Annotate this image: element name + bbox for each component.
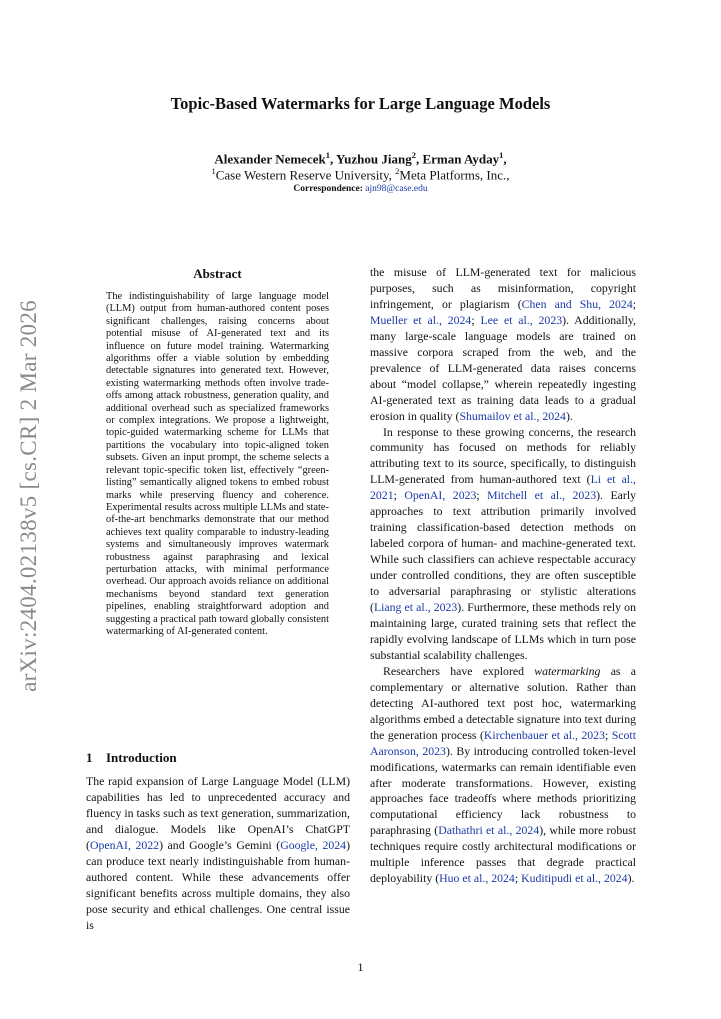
affiliations (0, 166, 721, 183)
citation-link[interactable]: Chen and Shu, 2024 (521, 296, 633, 311)
affil-mark: 2 (395, 166, 400, 176)
text-run: ; (393, 488, 405, 503)
citation-link[interactable]: OpenAI, 2023 (404, 488, 477, 503)
emphasis-text: watermarking (534, 663, 601, 678)
correspondence-label: Correspondence: (293, 184, 363, 194)
intro-paragraph (86, 774, 350, 934)
author-name: Erman Ayday (422, 151, 500, 167)
page-number: 1 (357, 960, 364, 974)
text-run: ). Early approaches to text attribution primarily involved training classification-based detection methods on labeled corpora of human- and machine-generated text. While such classifiers can achieve respectable accuracy under controlled conditions, they are often susceptible to adversarial paraphrasing or stylistic alterations ( (370, 488, 636, 615)
author-list: Alexander Nemecek$^1$, Yuzhou Jiang$^2$, Erman Ayday$^1$, (214, 150, 507, 167)
affil-text: Meta Platforms, Inc., (399, 167, 510, 183)
body-paragraph (370, 265, 636, 425)
text-run: ; (632, 296, 636, 311)
body-paragraph (370, 664, 636, 887)
citation-link[interactable]: Kuditipudi et al., 2024 (521, 871, 628, 886)
text-run: ). Furthermore, these methods rely on maintaining large, curated training sets that reflect the rapidly evolving landscape of LLMs which in turn pose substantial scalability challenges. (370, 600, 636, 662)
citation-link[interactable]: Li et al., 2021 (370, 472, 636, 503)
text-run: ). (565, 408, 573, 423)
text-run: In response to these growing concerns, the research community has focused on methods for reliably attributing text to its source, specifically, to distinguish LLM-generated from human-authored text ( (370, 424, 636, 487)
affil-mark: 1 (211, 166, 216, 176)
text-run: ; (604, 727, 612, 742)
text-run: ). (627, 871, 635, 886)
citation-link[interactable]: Mitchell et al., 2023 (487, 488, 597, 503)
affil-text: Case Western Reserve University, (215, 167, 396, 183)
text-run: Researchers have explored (383, 663, 535, 678)
citation-link[interactable]: Shumailov et al., 2024 (459, 408, 566, 423)
arxiv-stamp (16, 301, 42, 691)
author-affil-mark: 1 (325, 150, 330, 160)
text-run: ; (514, 871, 522, 886)
abstract-heading: Abstract (193, 266, 242, 281)
citation-link[interactable]: Lee et al., 2023 (480, 312, 563, 327)
text-run: the misuse of LLM-generated text for malicious purposes, such as misinformation, copyright infringement, or plagiarism ( (370, 265, 636, 311)
text-run: ). By introducing controlled token-level modifications, watermarks can remain identifiable even after moderate transformations. However, existing approaches face tradeoffs where methods prioritizing computational efficiency lack robustness to paraphrasing ( (370, 743, 636, 838)
section-heading-introduction (86, 750, 349, 766)
author-name: Yuzhou Jiang (335, 151, 412, 167)
author-affil-mark: 1 (499, 150, 504, 160)
text-run: The rapid expansion of Large Language Model (LLM) capabilities has led to unprecedented accuracy and fluency in tasks such as text generation, summarization, and dialogue. Models like OpenAI’s ChatGPT ( (86, 774, 350, 852)
citation-link[interactable]: Dathathri et al., 2024 (438, 823, 540, 838)
citation-link[interactable]: Google, 2024 (280, 837, 347, 852)
body-paragraph (370, 425, 636, 664)
text-run: as a complementary or alternative solution. Rather than detecting AI-authored text post hoc, watermarking algorithms embed a detectable signature into text during the generation process ( (370, 663, 636, 742)
citation-link[interactable]: OpenAI, 2022 (89, 837, 160, 852)
section-number: 1 (86, 750, 93, 765)
text-run: ; (476, 488, 488, 503)
citation-link[interactable]: Mueller et al., 2024 (370, 312, 472, 327)
correspondence (0, 184, 721, 194)
text-run: ; (471, 312, 481, 327)
citation-link[interactable]: Liang et al., 2023 (373, 600, 458, 615)
text-run: ) can produce text nearly indistinguishable from human-authored content. While these advancements offer significant benefits across multiple domains, they also pose security and ethical challenges. One central issue is (86, 837, 350, 932)
citation-link[interactable]: Kirchenbauer et al., 2023 (483, 727, 605, 742)
arxiv-stamp-text: arXiv:2404.02138v5 [cs.CR] 2 Mar 2026 (16, 300, 41, 692)
text-run: ), while more robust techniques require costly architectural modifications or multiple inference passes that degrade practical deployability ( (370, 823, 636, 886)
abstract-body: The indistinguishability of large language model (LLM) output from human-authored content poses significant challenges, raising concerns about potential misuse of AI-generated text and its influence on future model training. Watermarking algorithms offer a viable solution by embedding detectable signatures into generated text. However, existing watermarking methods often involve trade-offs among attack robustness, generation quality, and additional overhead such as specialized frameworks or complex integrations. We propose a lightweight, topic-guided watermarking scheme for LLMs that partitions the vocabulary into topic-aligned token subsets. Given an input prompt, the scheme selects a relevant topic-specific token list, effectively “green-listing” semantically aligned tokens to embed robust marks while preserving fluency and coherence. Experimental results across multiple LLMs and state-of-the-art benchmarks demonstrate that our method achieves text quality comparable to industry-leading systems and simultaneously improves watermark robustness against paraphrasing and lexical perturbation attacks, with minimal performance overhead. Our approach avoids reliance on additional mechanisms beyond standard text generation pipelines, enabling straightforward adoption and suggesting a practical path toward globally consistent watermarking of AI-generated content. (106, 291, 329, 637)
text-run: ) and Google’s Gemini ( (159, 837, 281, 852)
text-run: ). Additionally, many large-scale language models are trained on massive corpora scraped from the web, and the prevalence of LLM-generated data raises concerns about “model collapse,” wherein repeatedly ingesting AI-generated text as training data leads to a gradual erosion in quality ( (370, 312, 636, 423)
author-affil-mark: 2 (411, 150, 416, 160)
section-title: Introduction (106, 750, 177, 765)
citation-link[interactable]: Huo et al., 2024 (439, 871, 515, 886)
right-column (370, 265, 636, 887)
paper-title: Topic-Based Watermarks for Large Language Models (170, 94, 551, 113)
author-name: Alexander Nemecek (214, 151, 326, 167)
citation-link[interactable]: Scott Aaronson, 2023 (370, 727, 636, 758)
correspondence-email-link[interactable]: ajn98@case.edu (365, 184, 428, 194)
